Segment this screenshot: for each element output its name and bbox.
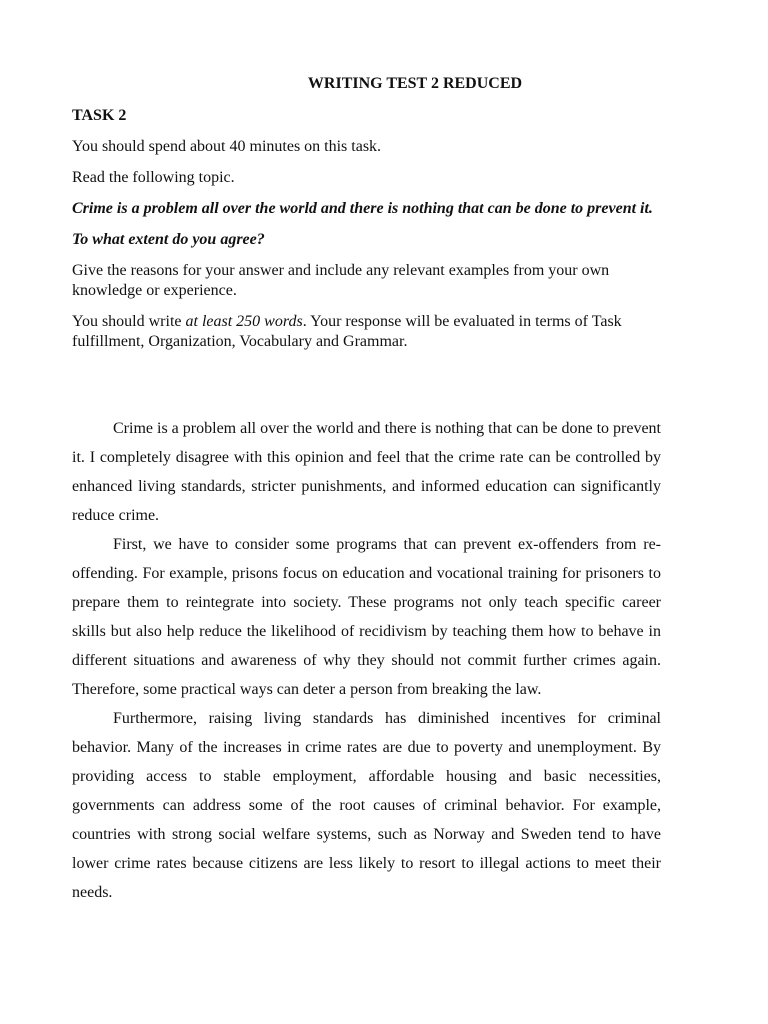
essay-paragraph-furthermore: Furthermore, raising living standards has diminished incentives for criminal behavior. Many of the increases in crime rates are due to poverty and unemployment. By providing access to stable employment, affordable housing and basic necessities, governments can address some of the root causes of criminal behavior. For example, countries with strong social welfare systems, such as Norway and Sweden tend to have lower crime rates because citizens are less likely to resort to illegal actions to meet their needs. — [72, 710, 661, 901]
word-requirement-suffix: . Your response will be evaluated in terms of Task fulfillment, Organization, Vocabulary and Grammar. — [72, 313, 622, 350]
topic-statement: Crime is a problem all over the world and there is nothing that can be done to prevent it. — [72, 200, 653, 217]
essay-paragraph-first: First, we have to consider some programs that can prevent ex-offenders from re-offending. For example, prisons focus on education and vocational training for prisoners to prepare them to reintegrate into society. These programs not only teach specific career skills but also help reduce the likelihood of recidivism by teaching them how to behave in different situations and awareness of why they should not commit further crimes again. Therefore, some practical ways can deter a person from breaking the law. — [72, 536, 661, 698]
page-title: WRITING TEST 2 REDUCED — [307, 75, 523, 92]
task-label: TASK 2 — [72, 107, 127, 124]
read-instruction: Read the following topic. — [72, 169, 235, 186]
guidance-text: Give the reasons for your answer and include any relevant examples from your own knowledge or experience. — [72, 262, 610, 299]
word-requirement-prefix: You should write — [72, 313, 186, 330]
word-requirement-emphasis: at least 250 words — [185, 313, 303, 330]
word-requirement — [72, 312, 662, 352]
time-instruction: You should spend about 40 minutes on this task. — [72, 138, 382, 155]
essay-body — [72, 414, 661, 907]
essay-paragraph-intro: Crime is a problem all over the world and there is nothing that can be done to prevent it. I completely disagree with this opinion and feel that the crime rate can be controlled by enhanced living standards, stricter punishments, and informed education can significantly reduce crime. — [72, 420, 661, 524]
task-prompt — [72, 106, 662, 363]
topic-question: To what extent do you agree? — [72, 231, 265, 248]
